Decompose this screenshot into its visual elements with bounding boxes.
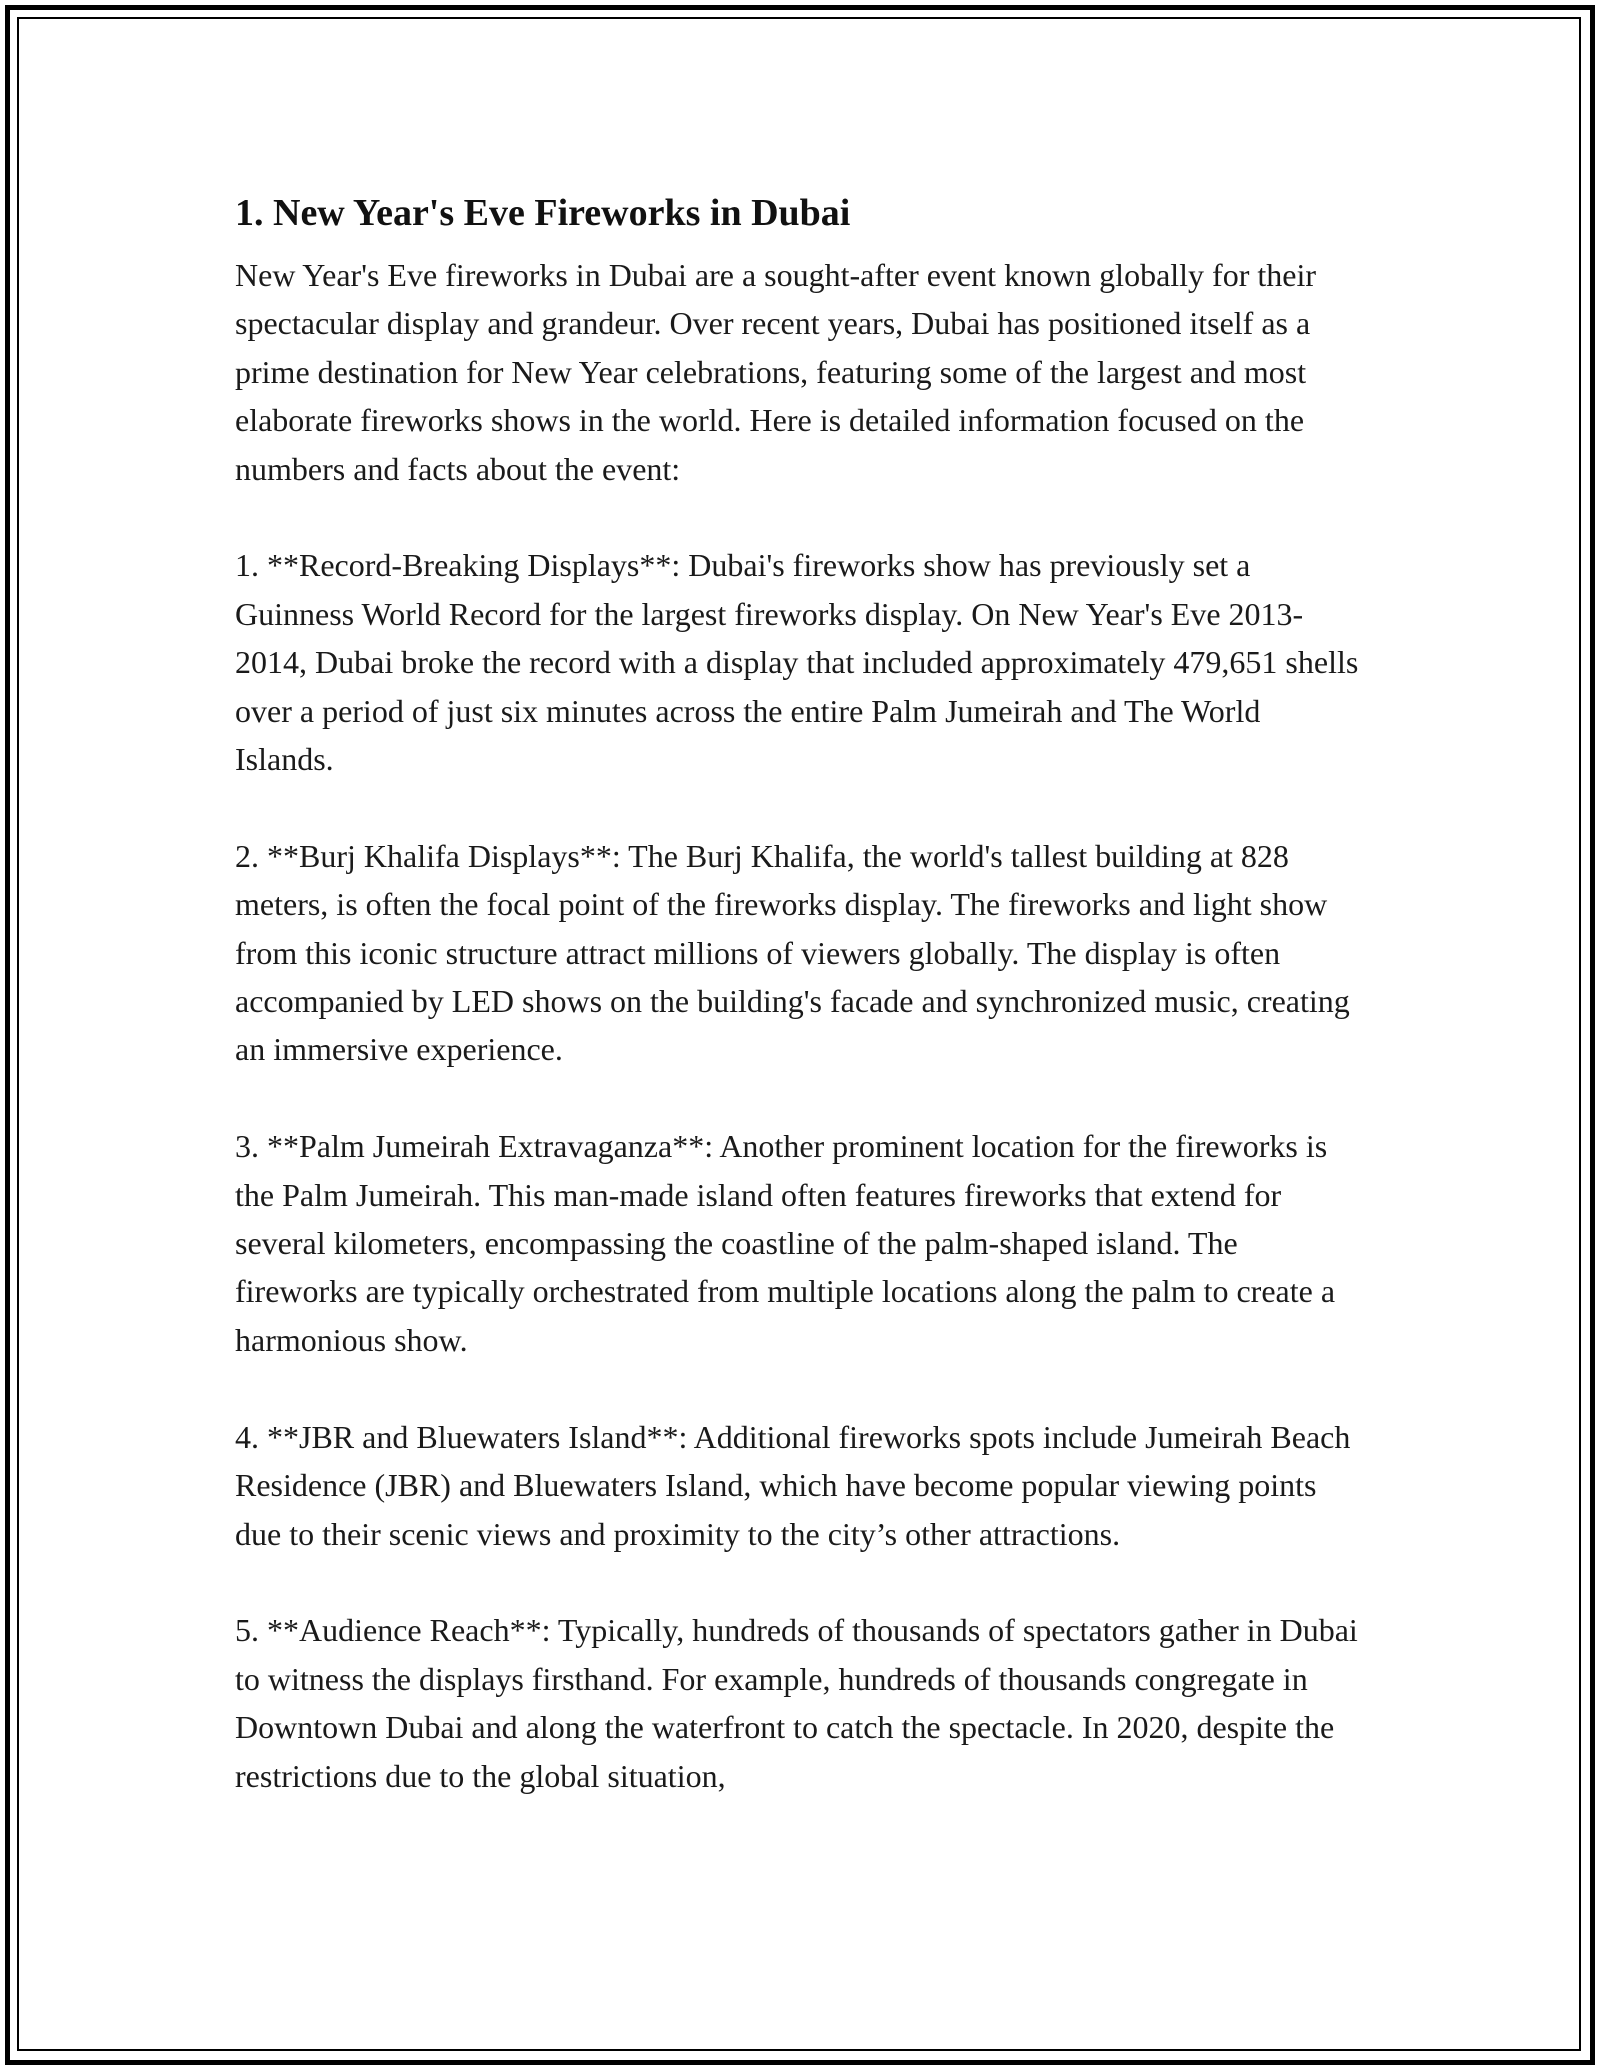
burj-khalifa-paragraph: 2. **Burj Khalifa Displays**: The Burj Khalifa, the world's tallest building at 828 meters, is often the focal point of the fireworks display. The fireworks and light show from this iconic structure attract millions of viewers globally. The display is often accompanied by LED shows on the building's facade and synchronized music, creating an immersive experience. xyxy=(235,837,1350,1068)
section-heading: 1. New Year's Eve Fireworks in Dubai xyxy=(235,192,851,234)
jbr-bluewaters-paragraph: 4. **JBR and Bluewaters Island**: Additional fireworks spots include Jumeirah Beach Residence (JBR) and Bluewaters Island, which have become popular viewing points due to their scenic views and proximity to the city’s other attractions. xyxy=(235,1418,1351,1552)
record-breaking-paragraph: 1. **Record-Breaking Displays**: Dubai's fireworks show has previously set a Guinness World Record for the largest fireworks display. On New Year's Eve 2013-2014, Dubai broke the record with a display that included approximately 479,651 shells over a period of just six minutes across the entire Palm Jumeirah and The World Islands. xyxy=(235,547,1359,778)
document-body xyxy=(235,185,1365,1848)
intro-paragraph: New Year's Eve fireworks in Dubai are a sought-after event known globally for their spectacular display and grandeur. Over recent years, Dubai has positioned itself as a prime destination for New Year celebrations, featuring some of the largest and most elaborate fireworks shows in the world. Here is detailed information focused on the numbers and facts about the event: xyxy=(235,257,1316,487)
palm-jumeirah-paragraph: 3. **Palm Jumeirah Extravaganza**: Another prominent location for the fireworks is the Palm Jumeirah. This man-made island often features fireworks that extend for several kilometers, encompassing the coastline of the palm-shaped island. The fireworks are typically orchestrated from multiple locations along the palm to create a harmonious show. xyxy=(235,1128,1336,1358)
audience-reach-paragraph: 5. **Audience Reach**: Typically, hundreds of thousands of spectators gather in Dubai to witness the displays firsthand. For example, hundreds of thousands congregate in Downtown Dubai and along the waterfront to catch the spectacle. In 2020, despite the restrictions due to the global situation, xyxy=(235,1612,1358,1794)
